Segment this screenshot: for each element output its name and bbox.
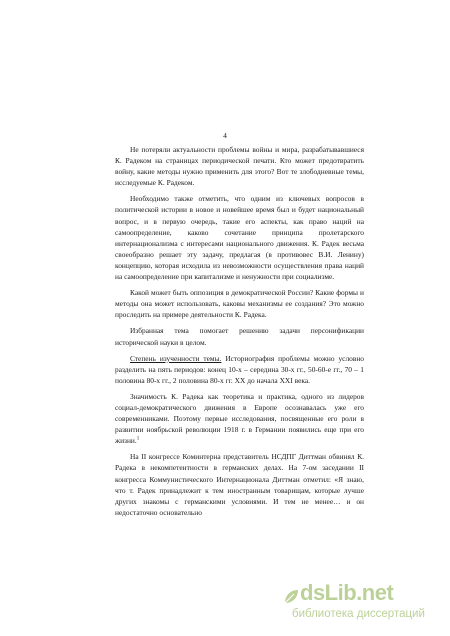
- leaf-icon: [282, 588, 300, 606]
- watermark-name: dsLib: [300, 580, 357, 605]
- paragraph-text: Не потеряли актуальности проблемы войны и мира, разрабатывавшиеся К. Радеком на страницах периодической печати. Кто может предотвратить войну, какие методы нужно применить для этого? Вот те злободневные темы, исследуемые К. Радеком.: [115, 145, 364, 188]
- footnote-marker[interactable]: 1: [136, 436, 140, 442]
- paragraph: [115, 391, 364, 446]
- paragraph: [115, 451, 364, 518]
- watermark-tagline: библиотека диссертаций: [292, 608, 425, 620]
- watermark-domain: .net: [356, 580, 394, 605]
- paragraph-text: Избранная тема помогает решению задачи персонификации исторической науки в целом.: [115, 326, 364, 347]
- page-number: 4: [223, 131, 227, 140]
- section-heading-underlined: Степень изученности темы.: [130, 353, 222, 363]
- paragraph: [115, 325, 364, 347]
- paragraph-text: Значимость К. Радека как теоретика и практика, одного из лидеров социал-демократического движения в Европе осознавалась уже его современниками. Поэтому первые исследования, посвященные его роли в развитии ноябрьской революции 1918 г. в Германии появились еще при его жизни.: [115, 391, 364, 446]
- paragraph-text: Какой может быть оппозиция в демократической России? Какие формы и методы она может использовать, каковы механизмы ее создания? Это можно проследить на примере деятельности К. Радека.: [115, 288, 364, 320]
- dslib-watermark: [282, 580, 425, 624]
- body-text: [115, 144, 364, 523]
- paragraph-text: На II конгрессе Коминтерна представитель НСДПГ Диттман обвинял К. Радека в некомпетентности в германских делах. На 7-ом заседании II конгресса Коммунистического Интернационала Диттман отметил: «Я знаю, что т. Радек принадлежит к тем иностранным товарищам, которые лучше других знакомы с германскими условиями. И тем не менее… и он недостаточно основательно: [115, 452, 364, 517]
- paragraph-text: Необходимо также отметить, что одним из ключевых вопросов в политической истории в новое и новейшее время был и будет национальный вопрос, и в первую очередь, такие его аспекты, как право наций на самоопределение, каково сочетание принципа пролетарского интернационализма с интересами национального движения. К. Радек весьма своеобразно решает эту задачу, предлагая (в противовес В.И. Ленину) концепцию, которая исходила из невозможности осуществления права наций на самоопределение при капитализме и ненужности при социализме.: [115, 194, 364, 282]
- watermark-logo-text: [300, 580, 393, 606]
- paragraph: [115, 287, 364, 320]
- paragraph: [115, 353, 364, 386]
- paragraph: [115, 193, 364, 282]
- paragraph: [115, 144, 364, 188]
- paragraph-text: Историография проблемы можно условно разделить на пять периодов: конец 10-х – середина 30-х гг., 50-60-е гг., 70 – 1 половина 80-х гг., 2 половина 80-х гг. XX до начала XXI века.: [115, 353, 364, 385]
